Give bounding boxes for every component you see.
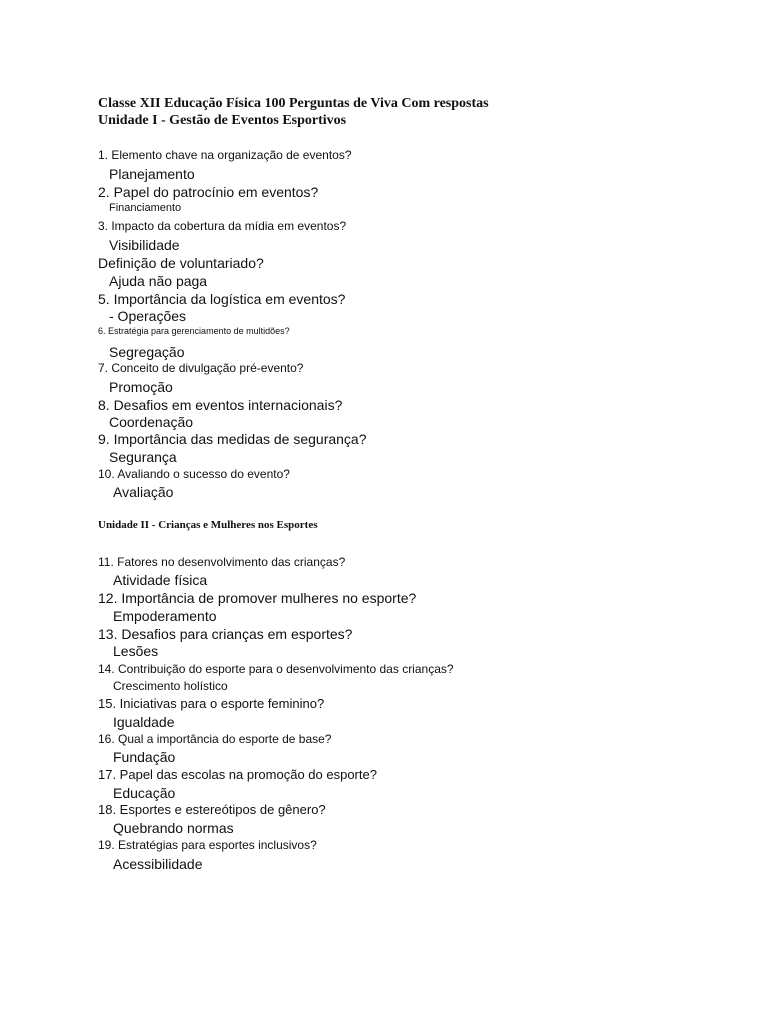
answer-1: Planejamento — [109, 166, 195, 182]
document-title: Classe XII Educação Física 100 Perguntas de Viva Com respostas — [98, 96, 489, 111]
answer-19: Acessibilidade — [113, 856, 203, 872]
question-12: 12. Importância de promover mulheres no esporte? — [98, 590, 417, 606]
answer-16: Fundação — [113, 749, 176, 765]
answer-6: Segregação — [109, 344, 185, 360]
question-10: 10. Avaliando o sucesso do evento? — [98, 467, 290, 481]
answer-12: Empoderamento — [113, 608, 217, 624]
unit1-heading: Unidade I - Gestão de Eventos Esportivos — [98, 113, 347, 128]
question-7: 7. Conceito de divulgação pré-evento? — [98, 361, 304, 375]
answer-13: Lesões — [113, 643, 159, 659]
question-18: 18. Esportes e estereótipos de gênero? — [98, 802, 326, 817]
question-1: 1. Elemento chave na organização de eventos? — [98, 148, 352, 162]
answer-8: Coordenação — [109, 414, 194, 430]
answer-10: Avaliação — [113, 484, 174, 500]
answer-9: Segurança — [109, 449, 177, 465]
answer-3: Visibilidade — [109, 237, 180, 253]
answer-14: Crescimento holístico — [113, 679, 228, 693]
question-5: 5. Importância da logística em eventos? — [98, 291, 346, 307]
question-9: 9. Importância das medidas de segurança? — [98, 431, 367, 447]
answer-4: Ajuda não paga — [109, 273, 208, 289]
question-17: 17. Papel das escolas na promoção do esporte? — [98, 767, 377, 782]
question-8: 8. Desafios em eventos internacionais? — [98, 397, 343, 413]
answer-15: Igualdade — [113, 714, 175, 730]
answer-5: - Operações — [109, 308, 187, 324]
answer-11: Atividade física — [113, 572, 208, 588]
question-6: 6. Estratégia para gerenciamento de multidões? — [98, 326, 290, 336]
answer-18: Quebrando normas — [113, 820, 234, 836]
unit2-heading: Unidade II - Crianças e Mulheres nos Esportes — [98, 519, 318, 531]
answer-7: Promoção — [109, 379, 173, 395]
question-19: 19. Estratégias para esportes inclusivos? — [98, 838, 317, 852]
question-3: 3. Impacto da cobertura da mídia em eventos? — [98, 219, 347, 233]
question-4: Definição de voluntariado? — [98, 255, 264, 271]
answer-17: Educação — [113, 785, 176, 801]
question-16: 16. Qual a importância do esporte de base? — [98, 732, 332, 746]
question-15: 15. Iniciativas para o esporte feminino? — [98, 696, 325, 711]
question-2: 2. Papel do patrocínio em eventos? — [98, 184, 319, 200]
question-11: 11. Fatores no desenvolvimento das crianças? — [98, 555, 346, 569]
question-14: 14. Contribuição do esporte para o desenvolvimento das crianças? — [98, 662, 454, 676]
question-13: 13. Desafios para crianças em esportes? — [98, 626, 353, 642]
answer-2: Financiamento — [109, 202, 182, 214]
